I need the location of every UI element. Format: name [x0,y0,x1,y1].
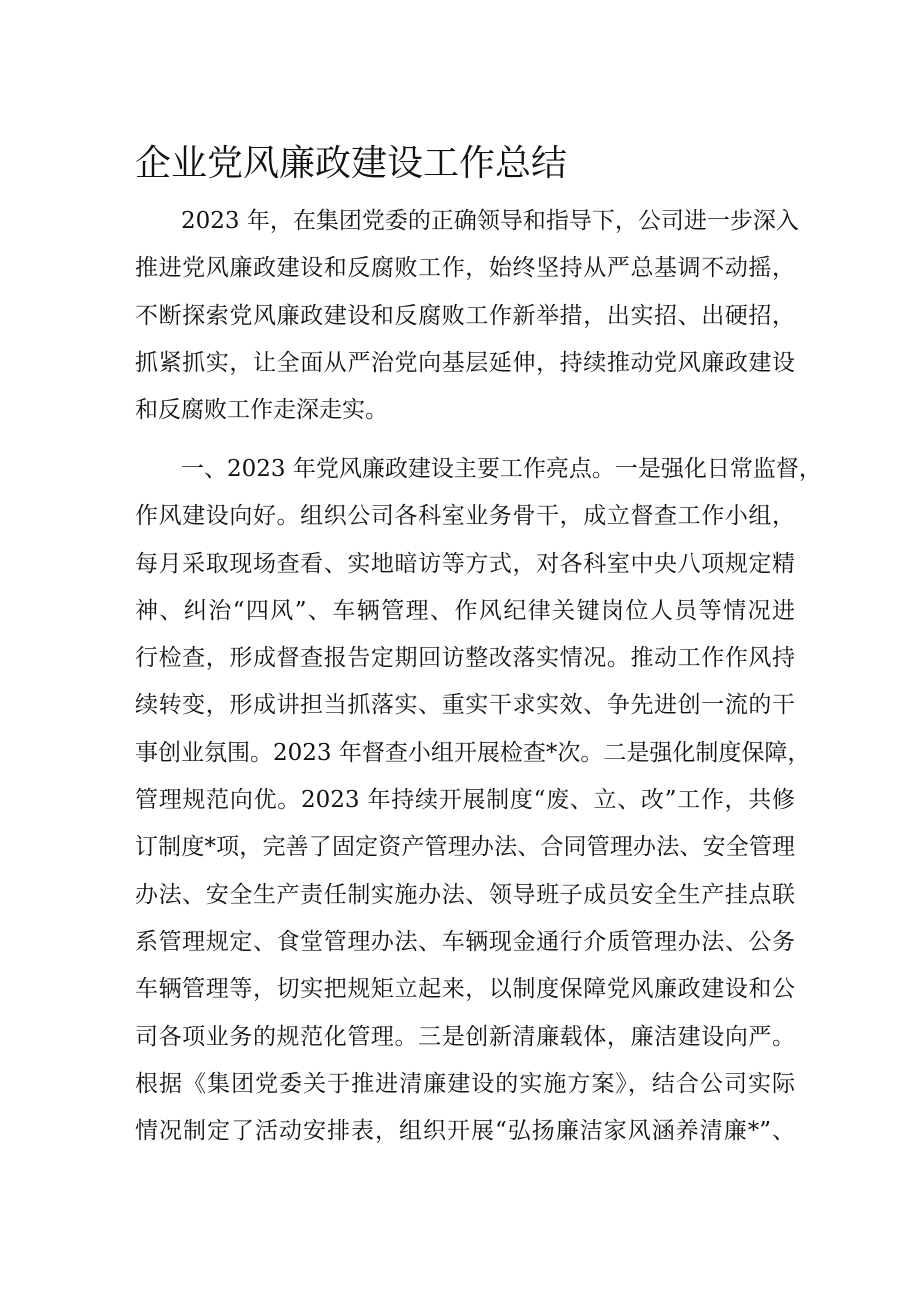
paragraph-line: 行检查，形成督查报告定期回访整改落实情况。推动工作作风持 [135,645,795,672]
paragraph-line: 系管理规定、食堂管理办法、车辆现金通行介质管理办法、公务 [135,928,795,955]
paragraph-line: 一、2023 年党风廉政建设主要工作亮点。一是强化日常监督， [135,456,822,482]
paragraph-line: 车辆管理等，切实把规矩立起来，以制度保障党风廉政建设和公 [135,976,795,1003]
paragraph-line: 情况制定了活动安排表，组织开展“弘扬廉洁家风涵养清廉*”、 [135,1118,795,1145]
paragraph-highlights [135,446,822,1155]
paragraph-line: 抓紧抓实，让全面从严治党向基层延伸，持续推动党风廉政建设 [135,349,795,376]
document-title: 企业党风廉政建设工作总结 [135,143,568,184]
paragraph-line: 2023 年，在集团党委的正确领导和指导下，公司进一步深入 [135,208,799,234]
paragraph-line: 每月采取现场查看、实地暗访等方式，对各科室中央八项规定精 [135,550,795,577]
paragraph-line: 作风建设向好。组织公司各科室业务骨干，成立督查工作小组， [135,503,795,530]
paragraph-line: 订制度*项，完善了固定资产管理办法、合同管理办法、安全管理 [135,834,795,861]
paragraph-line: 根据《集团党委关于推进清廉建设的实施方案》，结合公司实际 [135,1070,795,1097]
paragraph-line: 和反腐败工作走深走实。 [135,397,388,424]
paragraph-line: 不断探索党风廉政建设和反腐败工作新举措，出实招、出硬招， [135,302,795,329]
paragraph-line: 事创业氛围。2023 年督查小组开展检查*次。二是强化制度保障， [135,739,811,766]
paragraph-intro [135,198,799,434]
paragraph-line: 司各项业务的规范化管理。三是创新清廉载体，廉洁建设向严。 [135,1023,795,1050]
paragraph-line: 续转变，形成讲担当抓落实、重实干求实效、争先进创一流的干 [135,692,795,719]
paragraph-line: 神、纠治“四风”、车辆管理、作风纪律关键岗位人员等情况进 [135,597,795,624]
paragraph-line: 管理规范向优。2023 年持续开展制度“废、立、改”工作，共修 [135,787,795,814]
paragraph-line: 推进党风廉政建设和反腐败工作，始终坚持从严总基调不动摇， [135,255,795,282]
paragraph-line: 办法、安全生产责任制实施办法、领导班子成员安全生产挂点联 [135,881,795,908]
